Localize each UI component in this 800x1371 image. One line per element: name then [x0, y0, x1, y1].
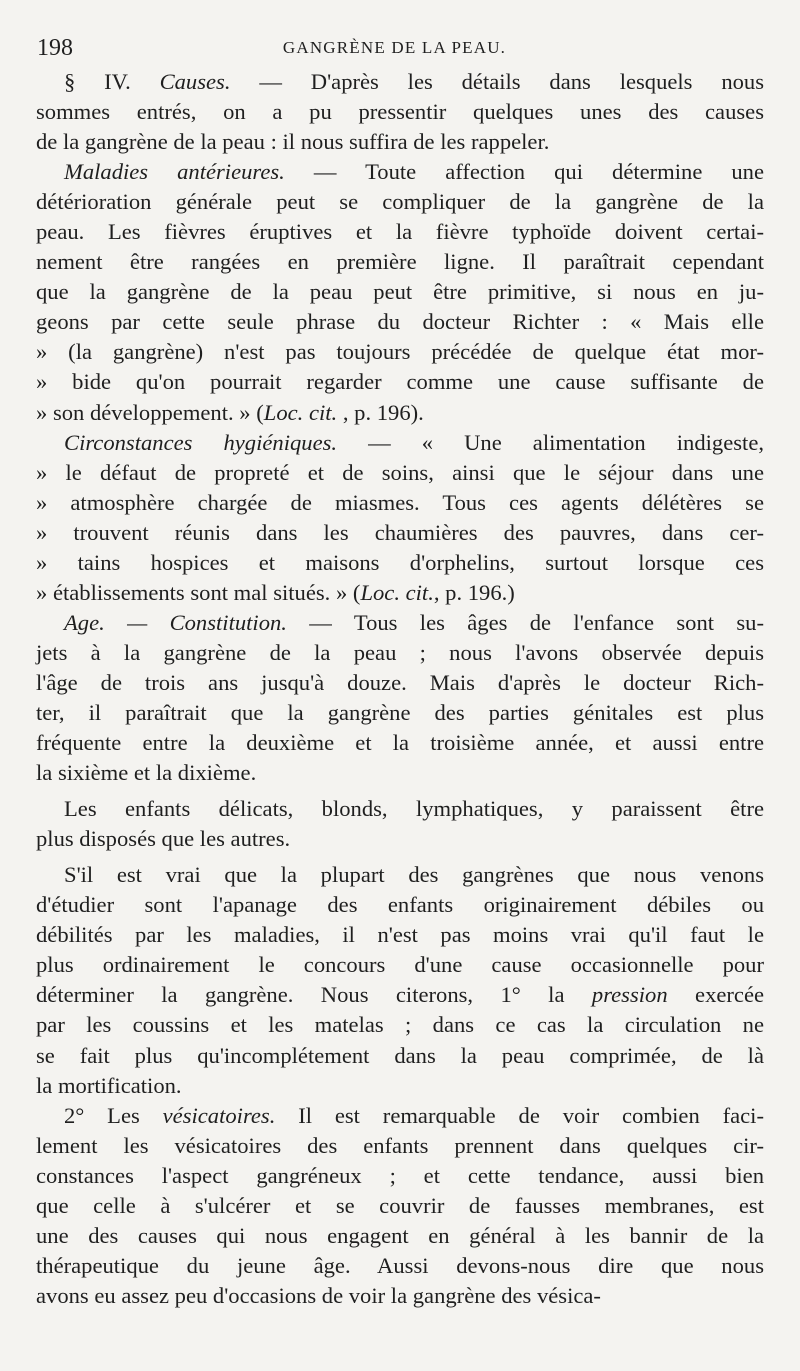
text-segment: S'il est vrai que la plupart des gangrènes que nous venons — [64, 862, 764, 888]
text-line — [36, 337, 764, 367]
text-segment: se fait plus qu'incomplétement dans la peau comprimée, de là — [36, 1042, 764, 1068]
text-line — [36, 1161, 764, 1191]
text-segment: exercée — [667, 982, 764, 1008]
italic-text: Age. — Constitution. — [64, 609, 287, 635]
text-segment: Les enfants délicats, blonds, lymphatiques, y paraissent être — [64, 796, 764, 822]
text-line — [36, 157, 764, 187]
paragraph-circonstances — [36, 428, 764, 608]
text-line — [36, 758, 764, 788]
text-line — [36, 187, 764, 217]
text-line — [36, 578, 764, 608]
text-segment: plus ordinairement le concours d'une cause occasionnelle pour — [36, 952, 764, 978]
body-text — [36, 67, 764, 1311]
text-line — [36, 794, 764, 824]
text-line — [36, 1041, 764, 1071]
text-line — [36, 1191, 764, 1221]
text-segment: — Toute affection qui détermine une — [284, 159, 765, 185]
text-segment: — Tous les âges de l'enfance sont su- — [286, 609, 764, 635]
text-segment: la sixième et la dixième. — [36, 760, 257, 786]
paragraph-sil-est-vrai — [36, 860, 764, 1100]
text-line — [36, 1251, 764, 1281]
text-line — [36, 608, 764, 638]
text-segment: Il est remarquable de voir combien faci- — [275, 1102, 764, 1128]
text-segment: , p. 196.) — [433, 579, 515, 605]
text-segment: » son développement. » ( — [36, 399, 264, 425]
text-segment: » trouvent réunis dans les chaumières des pauvres, dans cer- — [36, 519, 764, 545]
italic-text: Loc. cit. — [360, 579, 434, 605]
text-segment: » tains hospices et maisons d'orphelins, surtout lorsque ces — [36, 549, 764, 575]
text-line — [36, 950, 764, 980]
text-segment: lement les vésicatoires des enfants prennent dans quelques cir- — [36, 1132, 764, 1158]
text-segment: que celle à s'ulcérer et se couvrir de fausses membranes, est — [36, 1192, 764, 1218]
text-line — [36, 668, 764, 698]
paragraph-age — [36, 608, 764, 788]
italic-text: Causes. — [159, 69, 231, 94]
text-line — [36, 698, 764, 728]
text-line — [36, 488, 764, 518]
text-segment: § IV. — [64, 69, 160, 94]
text-line — [36, 398, 764, 428]
paragraph-enfants — [36, 794, 764, 854]
text-segment: , p. 196). — [337, 399, 424, 425]
page-header — [37, 34, 752, 62]
italic-text: pression — [591, 982, 668, 1008]
text-segment: plus disposés que les autres. — [36, 826, 291, 852]
text-line — [36, 860, 764, 890]
text-line — [36, 980, 764, 1010]
text-line — [36, 428, 764, 458]
text-segment: l'âge de trois ans jusqu'à douze. Mais d'après le docteur Rich- — [36, 669, 764, 695]
italic-text: Circonstances hygiéniques. — [64, 429, 338, 455]
text-segment: que la gangrène de la peau peut être primitive, si nous en ju- — [36, 279, 764, 305]
paragraph-causes — [36, 67, 764, 157]
text-segment: geons par cette seule phrase du docteur Richter : « Mais elle — [36, 309, 764, 335]
italic-text: Maladies antérieures. — [64, 159, 285, 185]
italic-text: Loc. cit. — [263, 399, 338, 425]
text-line — [36, 127, 764, 157]
text-line — [36, 1010, 764, 1040]
text-segment: thérapeutique du jeune âge. Aussi devons-nous dire que nous — [36, 1252, 764, 1278]
text-segment: débilités par les maladies, il n'est pas moins vrai qu'il faut le — [36, 922, 764, 948]
text-line — [36, 367, 764, 397]
text-segment: détérioration générale peut se compliquer de la gangrène de la — [36, 189, 764, 215]
text-segment: 2° Les — [64, 1102, 163, 1128]
text-segment: jets à la gangrène de la peau ; nous l'avons observée depuis — [36, 639, 764, 665]
text-line — [36, 890, 764, 920]
text-line — [36, 247, 764, 277]
text-segment: » le défaut de propreté et de soins, ainsi que le séjour dans une — [36, 459, 764, 485]
page-number: 198 — [37, 35, 73, 61]
text-segment: ter, il paraîtrait que la gangrène des parties génitales est plus — [36, 699, 764, 725]
text-segment: nement être rangées en première ligne. Il paraîtrait cependant — [36, 249, 764, 275]
paragraph-maladies — [36, 157, 764, 427]
text-segment: — « Une alimentation indigeste, — [337, 429, 764, 455]
text-segment: par les coussins et les matelas ; dans ce cas la circulation ne — [36, 1012, 764, 1038]
text-line — [36, 920, 764, 950]
text-line — [36, 638, 764, 668]
text-segment: avons eu assez peu d'occasions de voir la gangrène des vésica- — [36, 1282, 601, 1308]
text-line — [36, 1131, 764, 1161]
text-line — [36, 1101, 764, 1131]
text-segment: » (la gangrène) n'est pas toujours précédée de quelque état mor- — [36, 339, 764, 365]
text-line — [36, 97, 764, 127]
text-segment: — D'après les détails dans lesquels nous — [230, 69, 765, 94]
text-segment: de la gangrène de la peau : il nous suffira de les rappeler. — [36, 129, 550, 155]
text-segment: une des causes qui nous engagent en général à les bannir de la — [36, 1222, 764, 1248]
text-line — [36, 307, 764, 337]
text-line — [36, 217, 764, 247]
text-line — [36, 824, 764, 854]
text-segment: sommes entrés, on a pu pressentir quelques unes des causes — [36, 99, 764, 125]
text-segment: peau. Les fièvres éruptives et la fièvre typhoïde doivent certai- — [36, 219, 764, 245]
text-line — [36, 518, 764, 548]
text-segment: constances l'aspect gangréneux ; et cette tendance, aussi bien — [36, 1162, 764, 1188]
text-segment: » bide qu'on pourrait regarder comme une cause suffisante de — [36, 369, 764, 395]
text-segment: » atmosphère chargée de miasmes. Tous ces agents délétères se — [36, 489, 764, 515]
text-segment: d'étudier sont l'apanage des enfants originairement débiles ou — [36, 892, 764, 918]
text-line — [36, 728, 764, 758]
text-line — [36, 67, 764, 97]
text-line — [36, 1281, 764, 1311]
text-segment: » établissements sont mal situés. » ( — [36, 579, 361, 605]
text-segment: fréquente entre la deuxième et la troisième année, et aussi entre — [36, 730, 764, 756]
text-line — [36, 277, 764, 307]
paragraph-vesicatoires — [36, 1101, 764, 1311]
italic-text: vésicatoires. — [162, 1102, 276, 1128]
text-line — [36, 1071, 764, 1101]
text-segment: la mortification. — [36, 1072, 182, 1098]
text-line — [36, 1221, 764, 1251]
text-line — [36, 458, 764, 488]
running-head: GANGRÈNE DE LA PEAU. — [282, 38, 507, 57]
text-line — [36, 548, 764, 578]
text-segment: déterminer la gangrène. Nous citerons, 1° la — [36, 982, 592, 1008]
